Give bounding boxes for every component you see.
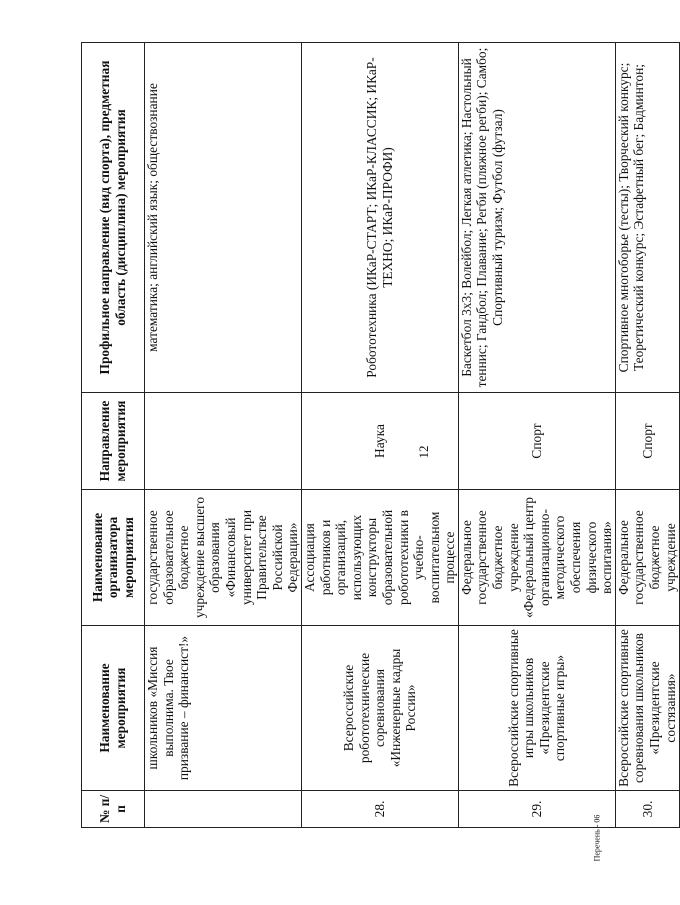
cell-direction [145,393,302,490]
table-row [301,43,458,828]
cell-num: 29. [458,791,615,828]
rotated-table-wrapper [81,43,678,828]
cell-num: 30. [615,791,679,828]
page-number: 12 [416,445,431,459]
header-direction: Направление мероприятия [82,393,145,490]
events-table [81,42,680,828]
table-row [615,43,679,828]
cell-profile: математика; английский язык; обществознание [145,43,302,393]
cell-organizer: государственное образовательное бюджетное учреждение высшего образования «Финансовый университет при Правительстве Российской Федерации» [145,490,302,626]
cell-num: 28. [301,791,458,828]
cell-name: Всероссийские робототехнические соревнования «Инженерные кадры России» [301,626,458,791]
cell-num [145,791,302,828]
cell-direction: Спорт [458,393,615,490]
cell-profile: Робототехника (ИКаР-СТАРТ; ИКаР-КЛАССИК; ИКаР-ТЕХНО; ИКаР-ПРОФИ) [301,43,458,393]
cell-name: школьников «Миссия выполнима. Твое призвание – финансист!» [145,626,302,791]
header-num: № п/п [82,791,145,828]
footer-code: Перечень - 06 [592,814,602,862]
header-organizer: Наименование организатора мероприятия [82,490,145,626]
cell-profile: Спортивное многоборье (тесты); Творческий конкурс; Теоретический конкурс; Эстафетный бег; Бадминтон; [615,43,679,393]
cell-profile: Баскетбол 3х3; Волейбол; Легкая атлетика; Настольный теннис; Гандбол; Плавание; Регби (пляжное регби); Самбо; Спортивный туризм; Футбол (футзал) [458,43,615,393]
header-profile: Профильное направление (вид спорта), предметная область (дисциплина) мероприятия [82,43,145,393]
cell-organizer: Федеральное государственное бюджетное учреждение [615,490,679,626]
cell-direction: Спорт [615,393,679,490]
table-row [458,43,615,828]
cell-name: Всероссийские спортивные соревнования школьников «Президентские состязания» [615,626,679,791]
cell-name: Всероссийские спортивные игры школьников «Президентские спортивные игры» [458,626,615,791]
header-name: Наименование мероприятия [82,626,145,791]
cell-direction: Наука [301,393,458,490]
table-row [145,43,302,828]
cell-organizer: Федеральное государственное бюджетное учреждение «Федеральный центр организационно-методического обеспечения физического воспитания» [458,490,615,626]
table-header-row [82,43,145,828]
cell-organizer: Ассоциация работников и организаций, использующих конструкторы образовательной робототехники в учебно-воспитательном процессе [301,490,458,626]
